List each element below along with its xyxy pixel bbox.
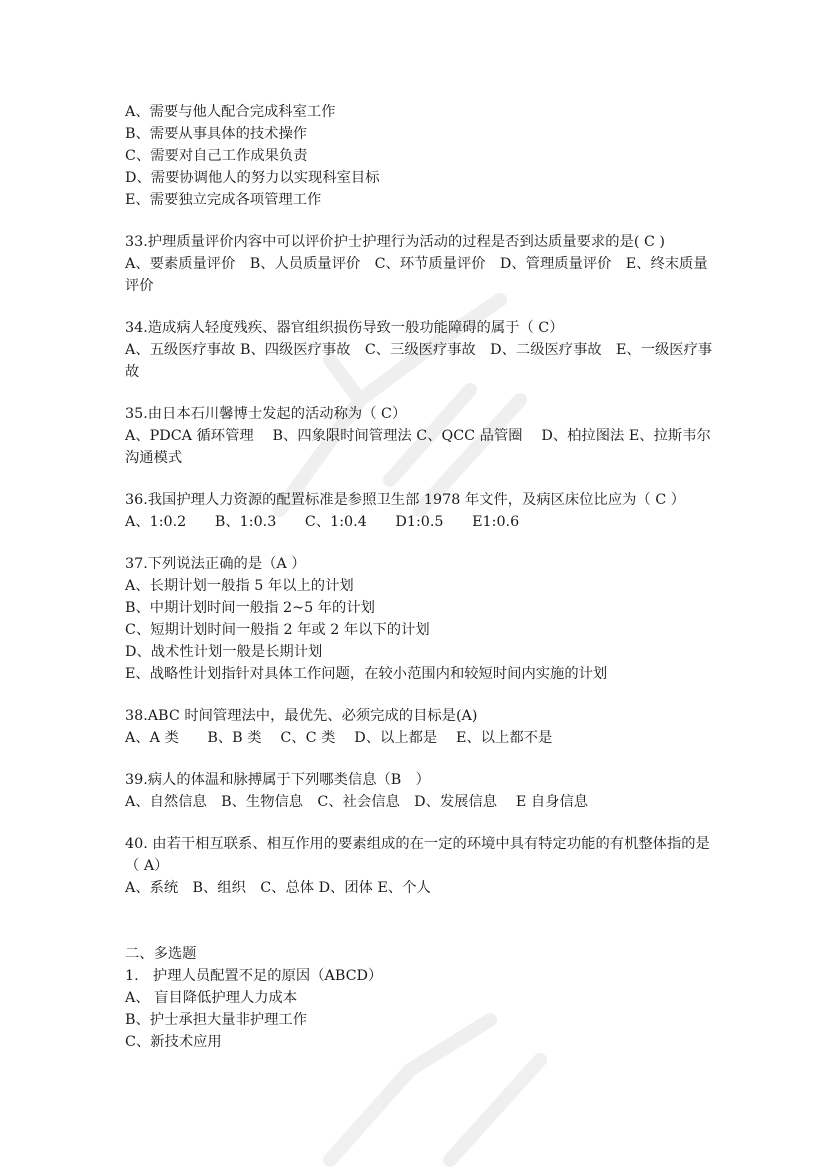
- question-stem-40: 40. 由若干相互联系、相互作用的要素组成的在一定的环境中具有特定功能的有机整体指的是（ A）: [125, 836, 710, 874]
- question-options-33: A、要素质量评价 B、人员质量评价 C、环节质量评价 D、管理质量评价 E、终末质量评价: [125, 256, 708, 294]
- question-options-40: A、系统 B、组织 C、总体 D、团体 E、个人: [125, 880, 431, 896]
- section-title: 二、多选题: [125, 946, 197, 962]
- option-line: A、 盲目降低护理人力成本: [125, 990, 298, 1006]
- option-line: E、需要独立完成各项管理工作: [125, 192, 322, 208]
- option-line: B、护士承担大量非护理工作: [125, 1012, 308, 1028]
- option-line: B、中期计划时间一般指 2~5 年的计划: [125, 600, 375, 616]
- document-content: [125, 101, 715, 1053]
- question-options-38: A、A 类 B、B 类 C、C 类 D、以上都是 E、以上都不是: [125, 730, 553, 746]
- option-line: A、需要与他人配合完成科室工作: [125, 104, 336, 120]
- option-line: E、战略性计划指针对具体工作问题，在较小范围内和较短时间内实施的计划: [125, 666, 608, 682]
- option-line: C、需要对自己工作成果负责: [125, 148, 308, 164]
- option-line: D、需要协调他人的努力以实现科室目标: [125, 170, 380, 186]
- question-stem-35: 35.由日本石川馨博士发起的活动称为（ C）: [125, 406, 407, 422]
- question-stem-34: 34.造成病人轻度残疾、器官组织损伤导致一般功能障碍的属于（ C）: [125, 320, 564, 336]
- question-stem-33: 33.护理质量评价内容中可以评价护士护理行为活动的过程是否到达质量要求的是( C ): [125, 234, 666, 250]
- question-stem-39: 39.病人的体温和脉搏属于下列哪类信息（B ）: [125, 772, 430, 788]
- question-stem-38: 38.ABC 时间管理法中，最优先、必须完成的目标是(A): [125, 708, 478, 724]
- question-stem-36: 36.我国护理人力资源的配置标准是参照卫生部 1978 年文件，及病区床位比应为（ C ）: [125, 492, 686, 508]
- question-stem-37: 37.下列说法正确的是（A ）: [125, 556, 306, 572]
- option-line: C、新技术应用: [125, 1034, 222, 1050]
- option-line: D、战术性计划一般是长期计划: [125, 644, 323, 660]
- multi-question-stem-1: 1. 护理人员配置不足的原因（ABCD）: [125, 968, 383, 984]
- option-line: A、长期计划一般指 5 年以上的计划: [125, 578, 354, 594]
- option-line: B、需要从事具体的技术操作: [125, 126, 308, 142]
- question-options-35: A、PDCA 循环管理 B、四象限时间管理法 C、QCC 品管圈 D、柏拉图法 E、拉斯韦尔沟通模式: [125, 428, 711, 466]
- question-options-34: A、五级医疗事故 B、四级医疗事故 C、三级医疗事故 D、二级医疗事故 E、一级医疗事故: [125, 342, 713, 380]
- question-options-36: A、1:0.2 B、1:0.3 C、1:0.4 D1:0.5 E1:0.6: [125, 514, 520, 530]
- option-line: C、短期计划时间一般指 2 年或 2 年以下的计划: [125, 622, 430, 638]
- question-options-39: A、自然信息 B、生物信息 C、社会信息 D、发展信息 E 自身信息: [125, 794, 589, 810]
